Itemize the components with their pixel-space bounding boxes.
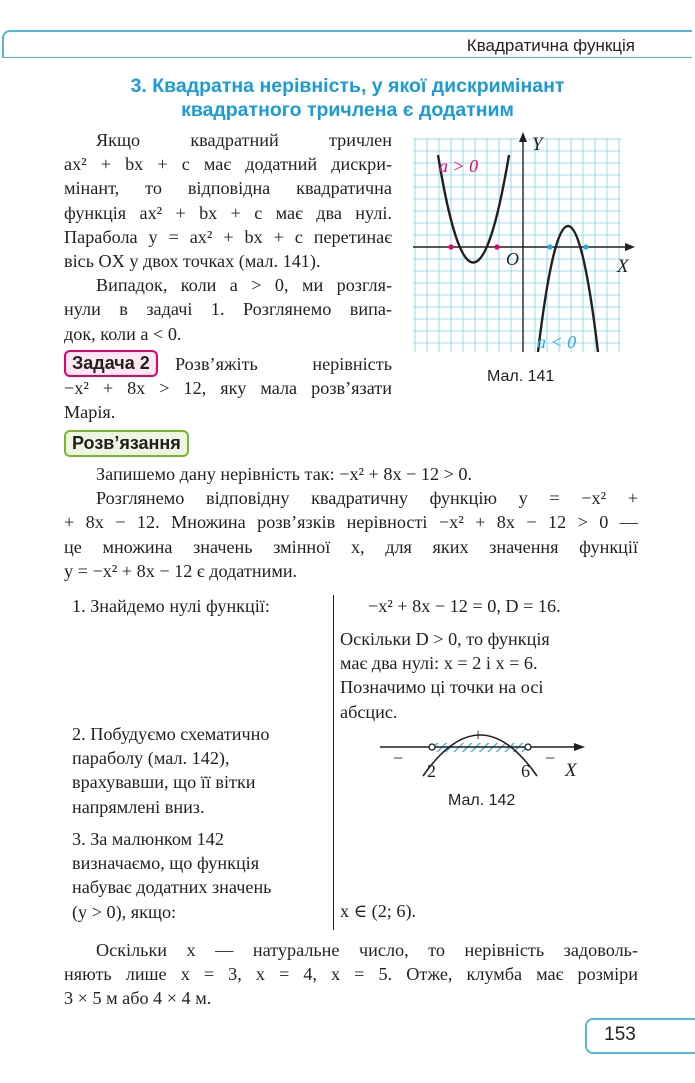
figure-142-graph xyxy=(375,720,595,782)
solution-badge-wrap xyxy=(64,430,189,457)
root-point-open xyxy=(429,744,435,750)
intro-line: вісь OX у двох точках (мал. 141). xyxy=(64,251,321,272)
solution-text xyxy=(64,462,638,583)
solution-line: Розглянемо відповідну квадратичну функцію y = −x² + xyxy=(96,488,638,509)
x-axis-arrow xyxy=(574,743,585,751)
sign-plus: + xyxy=(473,725,484,745)
label-y-axis: Y xyxy=(532,134,543,155)
x-axis-arrow xyxy=(625,243,635,251)
steps-divider xyxy=(333,595,334,930)
step1-right-line: Позначимо ці точки на осі xyxy=(340,677,544,698)
step3-line: 3. За малюнком 142 xyxy=(72,829,224,849)
label-x-axis: X xyxy=(617,256,629,277)
task-line1: Розв’яжіть нерівність xyxy=(175,354,392,374)
label-a-positive: a > 0 xyxy=(439,156,479,176)
root-label-6: 6 xyxy=(521,761,530,781)
solution-line: це множина значень змінної x, для яких значення функції xyxy=(64,536,638,557)
intro-line: Випадок, коли a > 0, ми розгля- xyxy=(96,275,392,296)
task-text xyxy=(64,376,392,424)
solution-line: + 8x − 12. Множина розв’язків нерівності −x² + 8x − 12 > 0 — xyxy=(64,512,638,533)
root-point xyxy=(448,244,453,249)
root-point-open xyxy=(525,744,531,750)
step1-equation: −x² + 8x − 12 = 0, D = 16. xyxy=(368,596,561,616)
step1-right-line: абсцис. xyxy=(340,701,398,722)
page-number: 153 xyxy=(604,1024,636,1045)
task-line2: −x² + 8x > 12, яку мала розв’язати xyxy=(64,378,392,398)
task-badge-wrap xyxy=(64,350,158,377)
sign-minus-right: − xyxy=(545,748,556,768)
chapter-title: Квадратична функція xyxy=(466,36,635,55)
root-label-2: 2 xyxy=(427,761,436,781)
section-title xyxy=(60,74,635,122)
intro-text xyxy=(64,128,392,346)
root-point xyxy=(494,244,499,249)
step3-answer: x ∈ (2; 6). xyxy=(340,901,417,921)
figure-141-graph xyxy=(405,130,640,355)
intro-line: Парабола y = ax² + bx + c перетинає xyxy=(64,226,392,247)
step2-line: врахувавши, що її вітки xyxy=(72,772,256,793)
step2-left xyxy=(72,722,332,819)
solution-badge: Розв’язання xyxy=(64,430,189,457)
task-line3: Марія. xyxy=(64,402,116,423)
intro-line: ax² + bx + c має додатний дискри- xyxy=(64,154,392,175)
label-origin: O xyxy=(506,249,519,269)
section-title-line1: 3. Квадратна нерівність, у якої дискримінант xyxy=(130,75,565,97)
conclusion-line: Оскільки x — натуральне число, то нерівність задоволь- xyxy=(96,940,638,960)
intro-line: функція ax² + bx + c має два нулі. xyxy=(64,202,392,223)
step3-left xyxy=(72,827,332,924)
step2-line: параболу (мал. 142), xyxy=(72,748,230,769)
sign-minus-left: − xyxy=(393,748,404,768)
conclusion-line: 3 × 5 м або 4 × 4 м. xyxy=(64,988,212,1009)
solution-line: Запишемо дану нерівність так: −x² + 8x − 12 > 0. xyxy=(96,464,473,484)
solution-line: y = −x² + 8x − 12 є додатними. xyxy=(64,560,298,581)
label-x-axis: X xyxy=(565,760,577,781)
step1-right-text xyxy=(340,627,640,724)
intro-line: мінант, то відповідна квадратична xyxy=(64,178,392,199)
conclusion-line: няють лише x = 3, x = 4, x = 5. Отже, клумба має розміри xyxy=(64,964,638,985)
label-a-negative: a < 0 xyxy=(537,332,577,352)
intro-line: нули в задачі 1. Розглянемо випа- xyxy=(64,299,392,320)
step1-right-line: має два нулі: x = 2 і x = 6. xyxy=(340,653,538,674)
figure-141-caption: Мал. 141 xyxy=(487,368,555,385)
root-point xyxy=(547,244,552,249)
step2-line: 2. Побудуємо схематично xyxy=(72,724,270,744)
figure-142-caption: Мал. 142 xyxy=(448,792,516,809)
intro-line: док, коли a < 0. xyxy=(64,323,182,344)
step3-line: визначаємо, що функція xyxy=(72,853,260,874)
section-title-line2: квадратного тричлена є додатним xyxy=(181,99,514,121)
step3-line: (y > 0), якщо: xyxy=(72,901,177,922)
intro-line: Якщо квадратний тричлен xyxy=(96,130,392,150)
y-axis-arrow xyxy=(519,132,527,142)
step3-line: набуває додатних значень xyxy=(72,877,272,898)
task-badge: Задача 2 xyxy=(64,350,158,377)
step1-left: 1. Знайдемо нулі функції: xyxy=(72,596,270,616)
step1-right-line: Оскільки D > 0, то функція xyxy=(340,629,550,649)
step2-line: напрямлені вниз. xyxy=(72,796,205,817)
root-point xyxy=(583,244,588,249)
conclusion-text xyxy=(64,938,638,1011)
